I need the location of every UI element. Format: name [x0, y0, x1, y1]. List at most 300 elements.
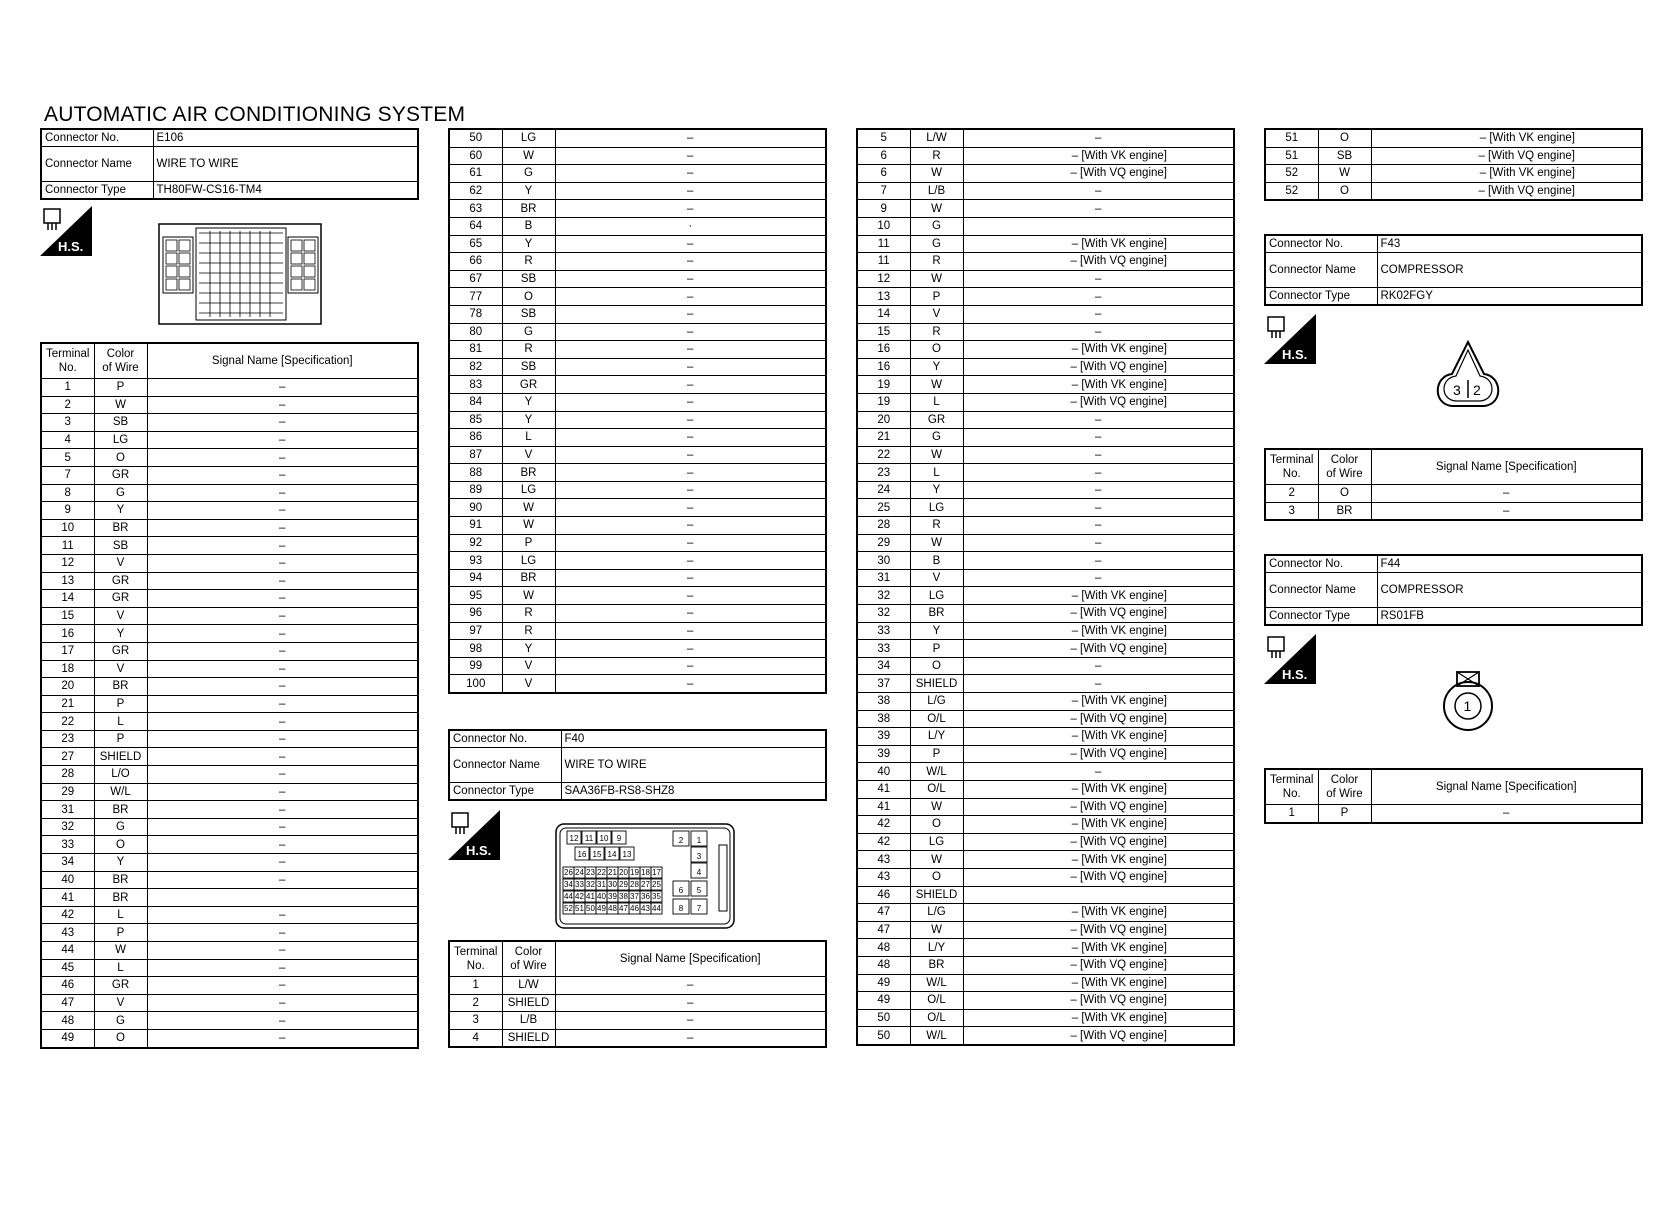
wire-color-cell: W/L — [910, 763, 963, 781]
pin-label: 30 — [608, 880, 617, 889]
table-row — [857, 235, 1234, 253]
pin-label: 49 — [597, 904, 606, 913]
signal-name-cell: – — [963, 182, 1234, 200]
terminal-no-cell: 52 — [1265, 165, 1318, 183]
wire-color-cell: G — [94, 1012, 147, 1030]
connector-type-value: RS01FB — [1377, 608, 1642, 626]
wire-color-cell: W — [910, 921, 963, 939]
wire-color-cell: BR — [94, 519, 147, 537]
terminal-no-header: Terminal No. — [1265, 449, 1318, 485]
table-row — [41, 748, 418, 766]
terminal-no-cell: 7 — [857, 182, 910, 200]
signal-name-cell: – — [147, 854, 418, 872]
connector-no-label: Connector No. — [1265, 555, 1377, 573]
signal-name-cell: – — [147, 959, 418, 977]
e106-rows-cont — [449, 129, 826, 693]
terminal-no-cell: 29 — [857, 534, 910, 552]
pin-label: 50 — [586, 904, 595, 913]
wire-color-cell: SB — [502, 270, 555, 288]
signal-name-header: Signal Name [Specification] — [555, 941, 826, 977]
signal-name-cell: – [With VK engine] — [963, 341, 1234, 359]
table-row — [449, 1029, 826, 1047]
wire-color-cell: O — [910, 816, 963, 834]
wire-color-cell: BR — [502, 464, 555, 482]
terminal-no-cell: 65 — [449, 235, 502, 253]
wire-color-cell: O — [1318, 129, 1371, 147]
table-row — [857, 833, 1234, 851]
signal-name-cell — [963, 217, 1234, 235]
wire-color-cell: G — [94, 818, 147, 836]
table-row — [41, 1012, 418, 1030]
table-row — [41, 924, 418, 942]
pin-label: 7 — [696, 904, 702, 913]
wire-color-cell: GR — [94, 977, 147, 995]
signal-name-cell: – — [963, 129, 1234, 147]
table-row — [41, 607, 418, 625]
wire-color-header: Color of Wire — [94, 343, 147, 379]
signal-name-cell: – — [147, 660, 418, 678]
signal-name-cell: – — [147, 730, 418, 748]
table-row — [857, 640, 1234, 658]
table-row — [449, 323, 826, 341]
signal-name-cell: – — [147, 801, 418, 819]
f43-pin-2: 2 — [1473, 382, 1481, 398]
signal-name-cell: – — [555, 200, 826, 218]
terminal-no-cell: 6 — [857, 165, 910, 183]
pin-label: 51 — [575, 904, 584, 913]
table-row — [449, 640, 826, 658]
signal-name-cell: – [With VQ engine] — [963, 253, 1234, 271]
signal-name-cell: – [With VK engine] — [963, 851, 1234, 869]
terminal-no-cell: 43 — [41, 924, 94, 942]
pin-label: 24 — [575, 868, 584, 877]
table-row — [41, 625, 418, 643]
e106-connector-face-diagram — [158, 223, 322, 325]
signal-name-cell: – — [147, 431, 418, 449]
wire-color-cell: L/G — [910, 693, 963, 711]
pin-label: 11 — [584, 834, 594, 843]
wire-color-cell: L — [502, 429, 555, 447]
table-row — [449, 675, 826, 693]
terminal-no-cell: 50 — [449, 129, 502, 147]
signal-name-cell: – [With VQ engine] — [963, 393, 1234, 411]
table-row — [449, 182, 826, 200]
table-row — [857, 481, 1234, 499]
terminal-no-cell: 12 — [41, 554, 94, 572]
signal-name-cell: – [With VK engine] — [963, 235, 1234, 253]
terminal-no-cell: 64 — [449, 217, 502, 235]
terminal-no-cell: 17 — [41, 642, 94, 660]
f43-pin-3: 3 — [1453, 382, 1461, 398]
terminal-no-cell: 5 — [857, 129, 910, 147]
signal-name-cell: – — [147, 414, 418, 432]
table-row — [449, 481, 826, 499]
signal-name-cell: – — [555, 464, 826, 482]
table-row — [41, 695, 418, 713]
terminal-no-header: Terminal No. — [41, 343, 94, 379]
wire-color-header: Color of Wire — [1318, 769, 1371, 805]
table-row — [41, 484, 418, 502]
f40-connector-face-diagram — [555, 823, 735, 929]
connector-name-label: Connector Name — [1265, 573, 1377, 608]
signal-name-cell: – — [555, 640, 826, 658]
wire-color-cell: P — [94, 730, 147, 748]
signal-name-cell: – — [147, 713, 418, 731]
table-row — [857, 569, 1234, 587]
signal-name-cell: – — [555, 534, 826, 552]
f40-rows-cont2 — [1265, 129, 1642, 200]
table-row — [857, 693, 1234, 711]
terminal-no-cell: 46 — [41, 977, 94, 995]
wire-color-cell: SB — [94, 414, 147, 432]
wire-color-cell: Y — [502, 640, 555, 658]
table-row — [449, 464, 826, 482]
signal-name-cell: – — [963, 305, 1234, 323]
pin-label: 32 — [586, 880, 595, 889]
wire-color-header: Color of Wire — [1318, 449, 1371, 485]
table-row — [41, 1029, 418, 1047]
signal-name-cell: – — [1371, 502, 1642, 520]
f43-rows — [1265, 485, 1642, 521]
signal-name-cell: – — [555, 1012, 826, 1030]
signal-name-cell: – — [147, 572, 418, 590]
signal-name-cell: – — [555, 129, 826, 147]
e106-info-table — [40, 128, 419, 200]
signal-name-cell: – — [147, 554, 418, 572]
signal-name-cell: – — [147, 906, 418, 924]
terminal-no-cell: 3 — [449, 1012, 502, 1030]
connector-no-label: Connector No. — [41, 129, 153, 147]
signal-name-cell: – — [147, 642, 418, 660]
signal-name-cell: – — [963, 446, 1234, 464]
signal-name-cell: – — [963, 270, 1234, 288]
column-1 — [40, 128, 419, 1045]
pin-label: 26 — [564, 868, 573, 877]
terminal-no-cell: 62 — [449, 182, 502, 200]
terminal-no-cell: 2 — [41, 396, 94, 414]
terminal-no-cell: 32 — [857, 605, 910, 623]
signal-name-cell: – — [555, 182, 826, 200]
wire-color-cell: LG — [502, 552, 555, 570]
hs-label: H.S. — [466, 843, 492, 858]
table-row — [449, 446, 826, 464]
terminal-no-cell: 48 — [857, 956, 910, 974]
f43-connector-face-diagram — [1430, 340, 1506, 410]
table-row — [41, 554, 418, 572]
table-row — [41, 713, 418, 731]
signal-name-cell: – [With VK engine] — [963, 974, 1234, 992]
signal-name-cell: – — [555, 446, 826, 464]
connector-type-label: Connector Type — [1265, 288, 1377, 306]
signal-name-cell: – — [555, 358, 826, 376]
table-row — [41, 519, 418, 537]
signal-name-cell: – — [555, 552, 826, 570]
wire-color-cell: P — [910, 640, 963, 658]
wire-color-cell: SB — [1318, 147, 1371, 165]
wire-color-cell: LG — [502, 481, 555, 499]
signal-name-cell: – — [147, 396, 418, 414]
terminal-no-cell: 16 — [857, 341, 910, 359]
hs-harness-icon — [1264, 634, 1316, 684]
signal-name-cell: – — [963, 657, 1234, 675]
wire-color-cell: W — [910, 200, 963, 218]
terminal-no-cell: 50 — [857, 1027, 910, 1045]
signal-name-cell: – [With VQ engine] — [963, 992, 1234, 1010]
signal-name-cell: – — [963, 763, 1234, 781]
wire-color-cell: GR — [94, 590, 147, 608]
wire-color-cell: V — [94, 994, 147, 1012]
pin-label: 23 — [586, 868, 595, 877]
wire-color-cell: O — [1318, 485, 1371, 503]
signal-name-cell: – [With VQ engine] — [1371, 147, 1642, 165]
terminal-no-cell: 99 — [449, 657, 502, 675]
table-row — [41, 871, 418, 889]
terminal-no-cell: 95 — [449, 587, 502, 605]
table-row — [449, 569, 826, 587]
e106-terminal-table — [40, 342, 419, 1049]
wire-color-cell: SHIELD — [910, 675, 963, 693]
table-row — [41, 854, 418, 872]
signal-name-cell: – — [555, 517, 826, 535]
pin-label: 22 — [597, 868, 606, 877]
terminal-no-cell: 19 — [857, 393, 910, 411]
terminal-no-cell: 92 — [449, 534, 502, 552]
pin-label: 34 — [564, 880, 573, 889]
terminal-no-cell: 38 — [857, 693, 910, 711]
signal-name-cell: – — [555, 994, 826, 1012]
terminal-no-cell: 21 — [41, 695, 94, 713]
wire-color-cell: SB — [502, 358, 555, 376]
wire-color-cell: BR — [502, 569, 555, 587]
wire-color-cell: GR — [94, 642, 147, 660]
terminal-no-cell: 32 — [857, 587, 910, 605]
wire-color-cell: GR — [94, 572, 147, 590]
terminal-no-cell: 11 — [41, 537, 94, 555]
table-row — [857, 552, 1234, 570]
wire-color-cell: V — [910, 569, 963, 587]
wire-color-cell: BR — [910, 605, 963, 623]
f40-terminal-table-cont2 — [1264, 128, 1643, 201]
terminal-no-cell: 42 — [41, 906, 94, 924]
terminal-no-cell: 1 — [41, 379, 94, 397]
table-row — [41, 889, 418, 907]
table-row — [857, 780, 1234, 798]
signal-name-header: Signal Name [Specification] — [1371, 449, 1642, 485]
wire-color-cell: L/O — [94, 766, 147, 784]
connector-no-label: Connector No. — [449, 730, 561, 748]
wire-color-cell: BR — [502, 200, 555, 218]
table-row — [1265, 502, 1642, 520]
wire-color-cell: P — [502, 534, 555, 552]
wire-color-cell: P — [94, 379, 147, 397]
table-row — [1265, 147, 1642, 165]
wire-color-cell: V — [910, 305, 963, 323]
terminal-no-header: Terminal No. — [449, 941, 502, 977]
terminal-no-cell: 33 — [857, 640, 910, 658]
signal-name-cell: – — [147, 449, 418, 467]
table-row — [449, 657, 826, 675]
wire-color-cell: L — [94, 959, 147, 977]
table-row — [857, 904, 1234, 922]
wire-color-cell: W/L — [910, 974, 963, 992]
connector-type-value: TH80FW-CS16-TM4 — [153, 182, 418, 200]
hs-harness-icon — [1264, 314, 1316, 364]
table-row — [41, 590, 418, 608]
terminal-no-cell: 5 — [41, 449, 94, 467]
table-row — [857, 446, 1234, 464]
wire-color-cell: Y — [94, 854, 147, 872]
table-row — [449, 305, 826, 323]
wire-color-cell: Y — [94, 502, 147, 520]
connector-name-value: WIRE TO WIRE — [153, 147, 418, 182]
pin-label: 29 — [619, 880, 628, 889]
table-row — [449, 605, 826, 623]
terminal-no-cell: 28 — [857, 517, 910, 535]
terminal-no-cell: 48 — [41, 1012, 94, 1030]
wire-color-cell: L/W — [502, 977, 555, 995]
signal-name-cell: – — [147, 379, 418, 397]
hs-label: H.S. — [58, 239, 84, 254]
table-row — [41, 660, 418, 678]
wire-color-cell: B — [910, 552, 963, 570]
wire-color-cell: BR — [94, 801, 147, 819]
signal-name-cell: – — [555, 235, 826, 253]
signal-name-cell: – — [555, 270, 826, 288]
page-title: AUTOMATIC AIR CONDITIONING SYSTEM — [44, 103, 466, 126]
table-row — [41, 801, 418, 819]
f44-rows — [1265, 805, 1642, 823]
wire-color-cell: O — [94, 449, 147, 467]
signal-name-cell: – [With VQ engine] — [963, 605, 1234, 623]
signal-name-cell: – — [555, 165, 826, 183]
signal-name-cell: – — [963, 464, 1234, 482]
terminal-no-cell: 18 — [41, 660, 94, 678]
table-row — [41, 502, 418, 520]
signal-name-cell: – [With VK engine] — [1371, 129, 1642, 147]
table-row — [449, 358, 826, 376]
pin-label: 46 — [630, 904, 639, 913]
pin-label: 48 — [608, 904, 617, 913]
f40-rows — [449, 977, 826, 1048]
wire-color-cell: L/Y — [910, 728, 963, 746]
signal-name-cell: – [With VQ engine] — [963, 640, 1234, 658]
table-row — [857, 464, 1234, 482]
table-row — [1265, 182, 1642, 200]
signal-name-cell: – — [147, 924, 418, 942]
table-row — [857, 992, 1234, 1010]
terminal-no-cell: 43 — [857, 868, 910, 886]
signal-name-cell: – — [555, 587, 826, 605]
signal-name-cell: – — [147, 748, 418, 766]
table-row — [41, 396, 418, 414]
signal-name-cell: – — [147, 783, 418, 801]
f44-terminal-table — [1264, 768, 1643, 824]
wire-color-cell: SHIELD — [94, 748, 147, 766]
table-row — [449, 429, 826, 447]
wire-color-cell: R — [910, 147, 963, 165]
wire-color-cell: V — [94, 660, 147, 678]
signal-name-cell — [963, 886, 1234, 904]
terminal-no-cell: 10 — [857, 217, 910, 235]
wire-color-cell: P — [910, 288, 963, 306]
terminal-no-cell: 31 — [41, 801, 94, 819]
terminal-no-cell: 9 — [41, 502, 94, 520]
terminal-no-cell: 89 — [449, 481, 502, 499]
table-row — [857, 605, 1234, 623]
terminal-no-cell: 1 — [1265, 805, 1318, 823]
table-row — [857, 341, 1234, 359]
terminal-no-cell: 49 — [857, 974, 910, 992]
signal-name-cell: – — [963, 411, 1234, 429]
terminal-no-cell: 11 — [857, 235, 910, 253]
terminal-no-cell: 51 — [1265, 129, 1318, 147]
wire-color-cell: BR — [94, 678, 147, 696]
connector-no-value: E106 — [153, 129, 418, 147]
signal-name-cell: – — [555, 147, 826, 165]
signal-name-cell: – — [147, 818, 418, 836]
connector-type-label: Connector Type — [1265, 608, 1377, 626]
signal-name-cell: – — [147, 994, 418, 1012]
terminal-no-cell: 38 — [857, 710, 910, 728]
wire-color-cell: Y — [910, 481, 963, 499]
terminal-no-cell: 49 — [41, 1029, 94, 1047]
table-row — [857, 868, 1234, 886]
pin-label: 17 — [652, 868, 661, 877]
signal-name-cell: – [With VQ engine] — [963, 358, 1234, 376]
connector-type-label: Connector Type — [41, 182, 153, 200]
terminal-no-cell: 83 — [449, 376, 502, 394]
wire-color-cell: L — [94, 713, 147, 731]
terminal-no-cell: 34 — [41, 854, 94, 872]
table-row — [449, 217, 826, 235]
wire-color-cell: L — [910, 393, 963, 411]
signal-name-cell: – — [147, 871, 418, 889]
terminal-no-cell: 16 — [41, 625, 94, 643]
wire-color-cell: O — [910, 868, 963, 886]
wire-color-cell: L/B — [502, 1012, 555, 1030]
signal-name-cell: – — [555, 675, 826, 693]
table-row — [449, 253, 826, 271]
signal-name-cell: – [With VK engine] — [963, 904, 1234, 922]
table-row — [1265, 805, 1642, 823]
terminal-no-cell: 91 — [449, 517, 502, 535]
table-row — [449, 393, 826, 411]
pin-label: 36 — [641, 892, 650, 901]
terminal-no-cell: 41 — [41, 889, 94, 907]
signal-name-cell: – — [963, 200, 1234, 218]
signal-name-cell: – [With VQ engine] — [1371, 182, 1642, 200]
wire-color-cell: W — [910, 165, 963, 183]
f43-info-table — [1264, 234, 1643, 306]
table-row — [449, 129, 826, 147]
hs-label: H.S. — [1282, 667, 1308, 682]
table-row — [41, 942, 418, 960]
signal-name-cell: – — [147, 977, 418, 995]
wire-color-header: Color of Wire — [502, 941, 555, 977]
signal-name-cell — [147, 889, 418, 907]
signal-name-cell: – — [147, 537, 418, 555]
pin-label: 52 — [564, 904, 573, 913]
connector-type-value: SAA36FB-RS8-SHZ8 — [561, 783, 826, 801]
pin-label: 27 — [641, 880, 650, 889]
signal-name-cell: – — [963, 534, 1234, 552]
f44-connector-face-diagram — [1440, 670, 1496, 732]
signal-name-cell: – — [555, 429, 826, 447]
signal-name-cell: – — [147, 590, 418, 608]
wire-color-cell: L/G — [910, 904, 963, 922]
table-row — [857, 253, 1234, 271]
table-row — [857, 270, 1234, 288]
